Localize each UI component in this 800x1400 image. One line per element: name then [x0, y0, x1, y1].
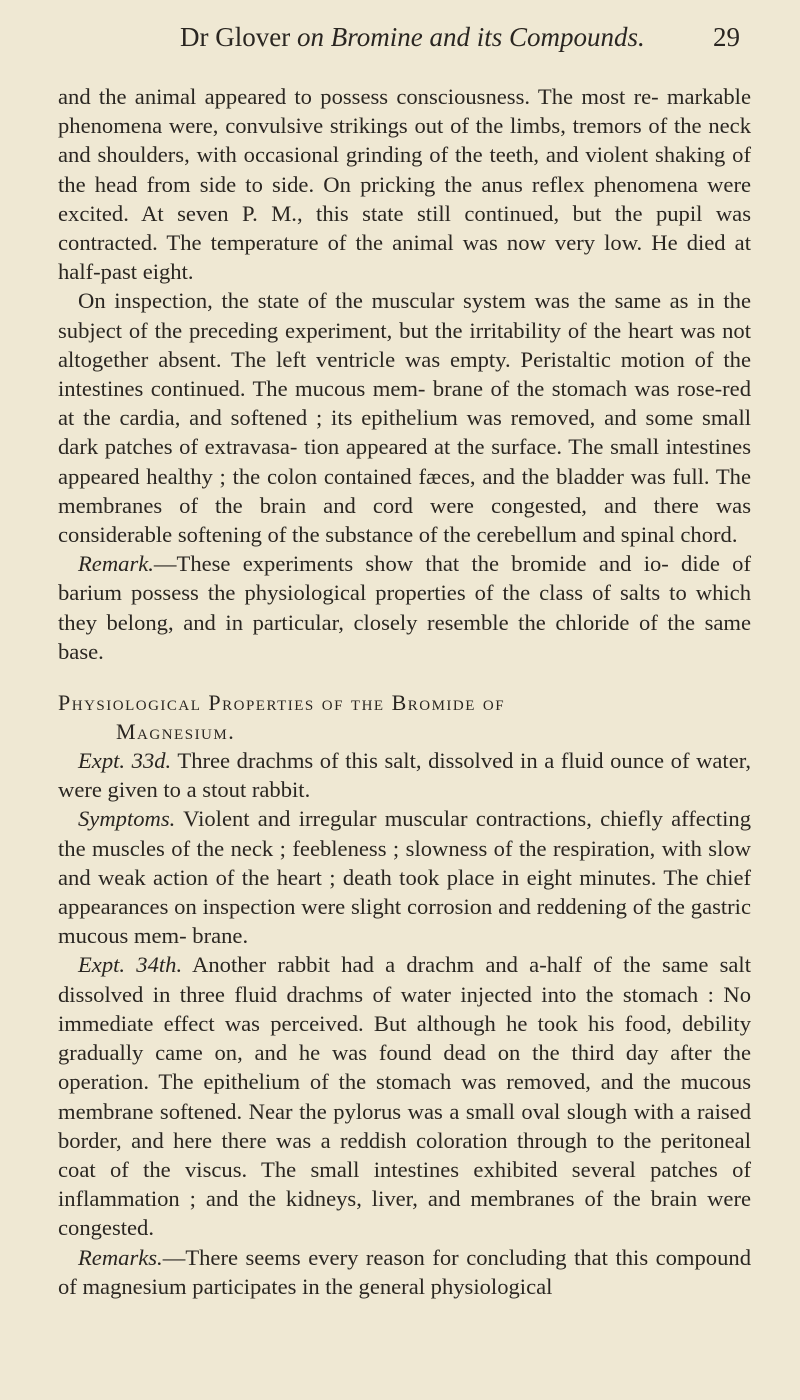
section-heading-line2: Magnesium.	[116, 719, 236, 745]
page-number: 29	[713, 22, 740, 52]
paragraph	[58, 82, 751, 286]
body-text	[58, 82, 751, 1301]
header-author: Dr Glover	[180, 22, 291, 52]
paragraph-lead: Expt. 33d.	[78, 748, 172, 774]
running-header	[180, 22, 740, 62]
paragraph	[58, 286, 751, 549]
paragraph-lead: Remarks.	[78, 1244, 163, 1270]
paragraph-lead: Remark.	[78, 551, 154, 577]
paragraph-text: —There seems every reason for concluding that this compound of magnesium participates in the general physiological	[58, 1244, 751, 1299]
paragraph	[58, 549, 751, 666]
section-heading-line1: Physiological Properties of the Bromide of	[58, 690, 506, 716]
paragraph-lead: Expt. 34th.	[78, 952, 183, 978]
header-title: on Bromine and its Compounds.	[296, 22, 645, 52]
paragraph	[58, 746, 751, 804]
section-heading	[58, 688, 751, 746]
paragraph-text: Three drachms of this salt, dissolved in a fluid ounce of water, were given to a stout rabbit.	[58, 748, 751, 803]
paragraph-text: On inspection, the state of the muscular system was the same as in the subject of the preceding experiment, but the irritability of the heart was not altogether absent. The left ventricle was empty. Peristaltic motion of the intestines continued. The mucous mem- brane of the stomach was rose-red at the cardia, and softened ; its epithelium was removed, and some small dark patches of extravasa- tion appeared at the surface. The small intestines appeared healthy ; the colon contained fæces, and the bladder was full. The membranes of the brain and cord were congested, and there was considerable softening of the substance of the cerebellum and spinal chord.	[58, 288, 751, 548]
paragraph	[58, 950, 751, 1242]
paragraph-text: —These experiments show that the bromide and io- dide of barium possess the physiological properties of the class of salts to which they belong, and in particular, closely resemble the chloride of the same base.	[58, 551, 751, 664]
paragraph-text: Another rabbit had a drachm and a-half of the same salt dissolved in three fluid drachms of water injected into the stomach : No immediate effect was perceived. But although he took his food, debility gradually came on, and he was found dead on the third day after the operation. The epithelium of the stomach was removed, and the mucous membrane softened. Near the pylorus was a small oval slough with a raised border, and here there was a reddish coloration through to the peritoneal coat of the viscus. The small intestines exhibited several patches of inflammation ; and the kidneys, liver, and membranes of the brain were congested.	[58, 952, 751, 1241]
paragraph-text: and the animal appeared to possess consciousness. The most re- markable phenomena were, convulsive strikings out of the limbs, tremors of the neck and shoulders, with occasional grinding of the teeth, and violent shaking of the head from side to side. On pricking the anus reflex phenomena were excited. At seven P. M., this state still continued, but the pupil was contracted. The temperature of the animal was now very low. He died at half-past eight.	[58, 84, 751, 285]
paragraph	[58, 1243, 751, 1301]
paragraph-text: Violent and irregular muscular contractions, chiefly affecting the muscles of the neck ; feebleness ; slowness of the respiration, with slow and weak action of the heart ; death took place in eight minutes. The chief appearances on inspection were slight corrosion and reddening of the gastric mucous mem- brane.	[58, 806, 751, 949]
paragraph-lead: Symptoms.	[78, 806, 176, 832]
paragraph	[58, 804, 751, 950]
running-title	[180, 22, 645, 53]
